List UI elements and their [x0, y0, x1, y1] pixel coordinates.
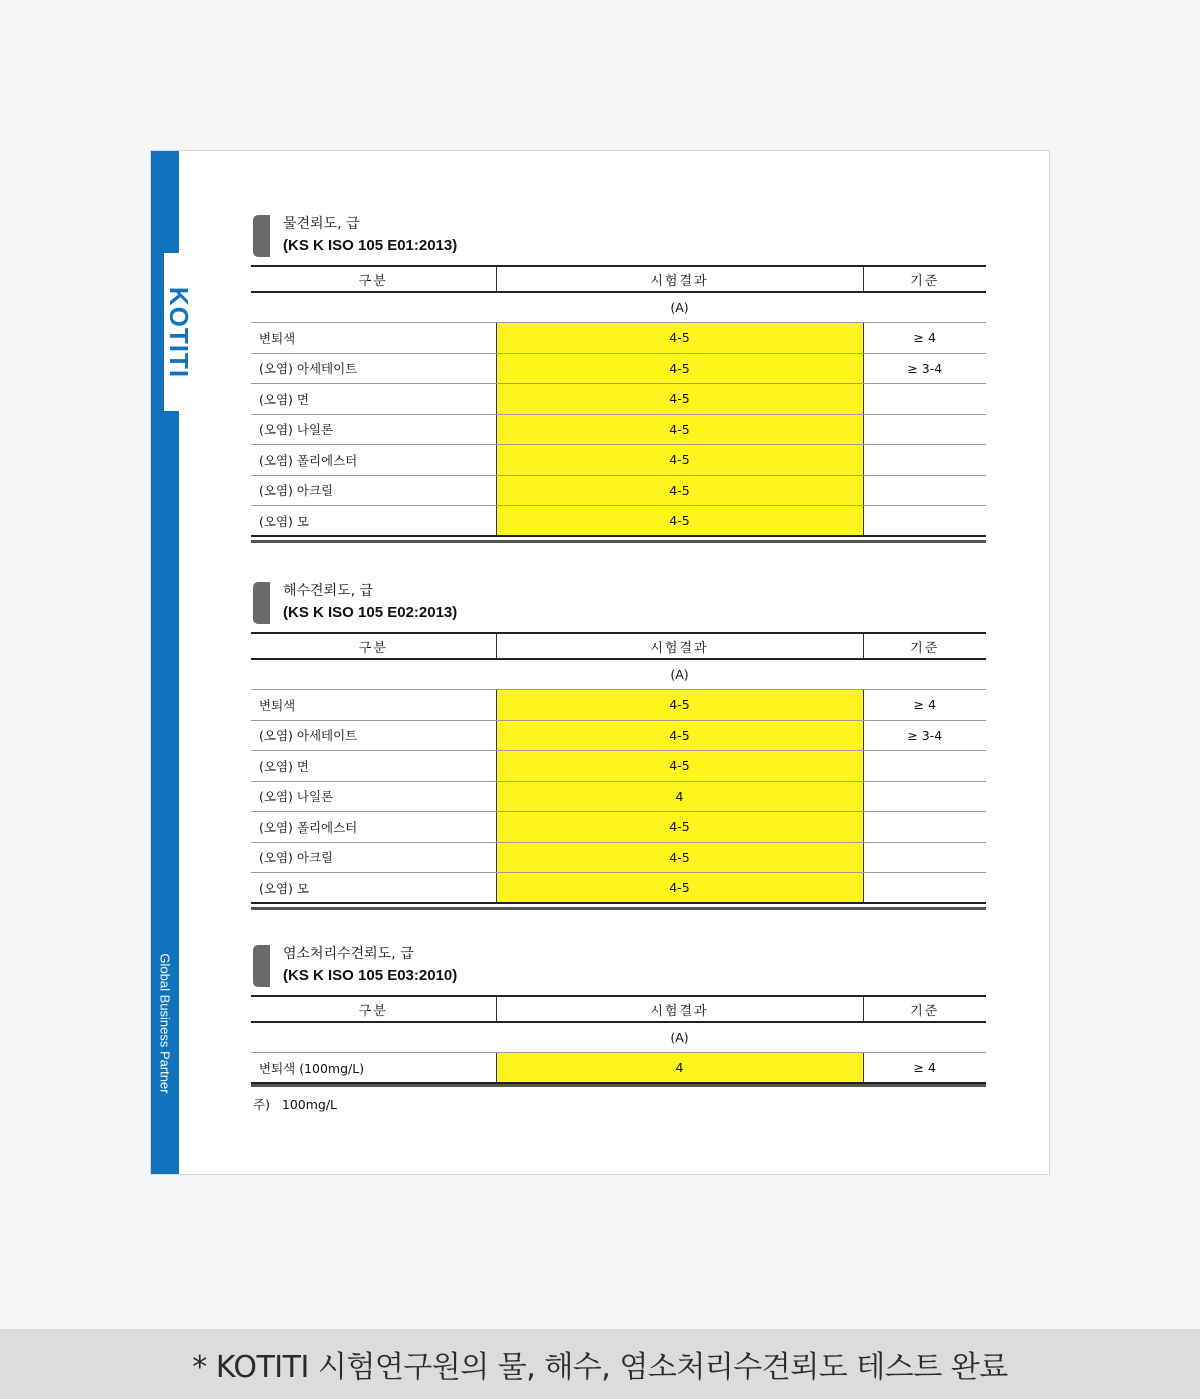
column-header-result: 시험결과	[496, 996, 863, 1022]
column-header-standard: 기준	[863, 266, 986, 292]
brand-sidebar	[151, 151, 195, 1174]
result-cell: 4	[496, 1053, 863, 1084]
section-marker	[253, 215, 270, 257]
item-cell: (오염) 폴리에스터	[251, 445, 496, 476]
results-table	[251, 265, 986, 537]
result-cell: 4-5	[496, 720, 863, 751]
item-cell: (오염) 아크릴	[251, 842, 496, 873]
standard-cell	[863, 812, 986, 843]
result-cell: 4-5	[496, 353, 863, 384]
section-divider	[251, 904, 986, 910]
result-cell: 4-5	[496, 506, 863, 537]
result-cell: 4-5	[496, 384, 863, 415]
table-row	[251, 475, 986, 506]
standard-cell: ≥ 4	[863, 1053, 986, 1084]
standard-cell	[863, 475, 986, 506]
column-header-result: 시험결과	[496, 633, 863, 659]
item-cell: (오염) 모	[251, 506, 496, 537]
result-cell: 4-5	[496, 842, 863, 873]
result-cell: 4-5	[496, 475, 863, 506]
table-row	[251, 414, 986, 445]
table-row	[251, 445, 986, 476]
result-cell: 4-5	[496, 751, 863, 782]
standard-cell: ≥ 3-4	[863, 353, 986, 384]
item-cell: 변퇴색	[251, 690, 496, 721]
item-cell: (오염) 면	[251, 384, 496, 415]
table-row	[251, 781, 986, 812]
standard-cell	[863, 751, 986, 782]
condition-label: (A)	[496, 292, 863, 323]
result-cell: 4-5	[496, 414, 863, 445]
results-table	[251, 995, 986, 1084]
table-row	[251, 873, 986, 904]
result-cell: 4-5	[496, 812, 863, 843]
item-cell: (오염) 나일론	[251, 414, 496, 445]
table-row	[251, 812, 986, 843]
section-standard: (KS K ISO 105 E01:2013)	[283, 237, 458, 254]
standard-cell	[863, 873, 986, 904]
standard-cell	[863, 781, 986, 812]
column-header-result: 시험결과	[496, 266, 863, 292]
section-marker	[253, 945, 270, 987]
item-cell: (오염) 아크릴	[251, 475, 496, 506]
item-cell: (오염) 아세테이트	[251, 720, 496, 751]
standard-cell: ≥ 4	[863, 690, 986, 721]
table-row	[251, 751, 986, 782]
section-seawater-fastness	[251, 580, 986, 910]
table-row	[251, 690, 986, 721]
results-table	[251, 632, 986, 904]
result-cell: 4-5	[496, 873, 863, 904]
section-standard: (KS K ISO 105 E03:2010)	[283, 967, 458, 984]
kotiti-logo: KOTITI	[164, 286, 195, 378]
table-row	[251, 353, 986, 384]
standard-cell	[863, 384, 986, 415]
result-cell: 4-5	[496, 690, 863, 721]
section-standard: (KS K ISO 105 E02:2013)	[283, 604, 458, 621]
standard-cell: ≥ 4	[863, 323, 986, 354]
item-cell: 변퇴색	[251, 323, 496, 354]
table-row	[251, 506, 986, 537]
item-cell: (오염) 면	[251, 751, 496, 782]
item-cell: (오염) 아세테이트	[251, 353, 496, 384]
footnote	[251, 1095, 986, 1113]
section-divider	[251, 1084, 986, 1087]
column-header-item: 구분	[251, 266, 496, 292]
condition-label: (A)	[496, 1022, 863, 1053]
section-title: 물견뢰도, 급	[283, 216, 360, 232]
caption-text: * KOTITI 시험연구원의 물, 해수, 염소처리수견뢰도 테스트 완료	[192, 1350, 1008, 1385]
section-marker	[253, 582, 270, 624]
result-cell: 4-5	[496, 445, 863, 476]
standard-cell	[863, 414, 986, 445]
column-header-standard: 기준	[863, 633, 986, 659]
item-cell: (오염) 모	[251, 873, 496, 904]
result-cell: 4	[496, 781, 863, 812]
column-header-item: 구분	[251, 633, 496, 659]
section-divider	[251, 537, 986, 543]
table-row	[251, 720, 986, 751]
standard-cell	[863, 445, 986, 476]
section-water-fastness	[251, 213, 986, 543]
footnote-text: 100mg/L	[281, 1097, 338, 1112]
test-report-document	[150, 150, 1050, 1175]
standard-cell	[863, 506, 986, 537]
table-row	[251, 384, 986, 415]
caption-banner	[0, 1329, 1200, 1399]
item-cell: (오염) 나일론	[251, 781, 496, 812]
column-header-standard: 기준	[863, 996, 986, 1022]
section-title: 염소처리수견뢰도, 급	[283, 946, 414, 962]
item-cell: 변퇴색 (100mg/L)	[251, 1053, 496, 1084]
item-cell: (오염) 폴리에스터	[251, 812, 496, 843]
table-row	[251, 323, 986, 354]
result-cell: 4-5	[496, 323, 863, 354]
table-row	[251, 1053, 986, 1084]
standard-cell: ≥ 3-4	[863, 720, 986, 751]
tagline: Global Business Partner	[157, 953, 173, 1094]
footnote-label: 주)	[253, 1097, 270, 1112]
column-header-item: 구분	[251, 996, 496, 1022]
standard-cell	[863, 842, 986, 873]
section-chlorinated-water-fastness	[251, 943, 986, 1113]
table-row	[251, 842, 986, 873]
logo-tab	[164, 253, 194, 411]
section-title: 해수견뢰도, 급	[283, 583, 374, 599]
condition-label: (A)	[496, 659, 863, 690]
